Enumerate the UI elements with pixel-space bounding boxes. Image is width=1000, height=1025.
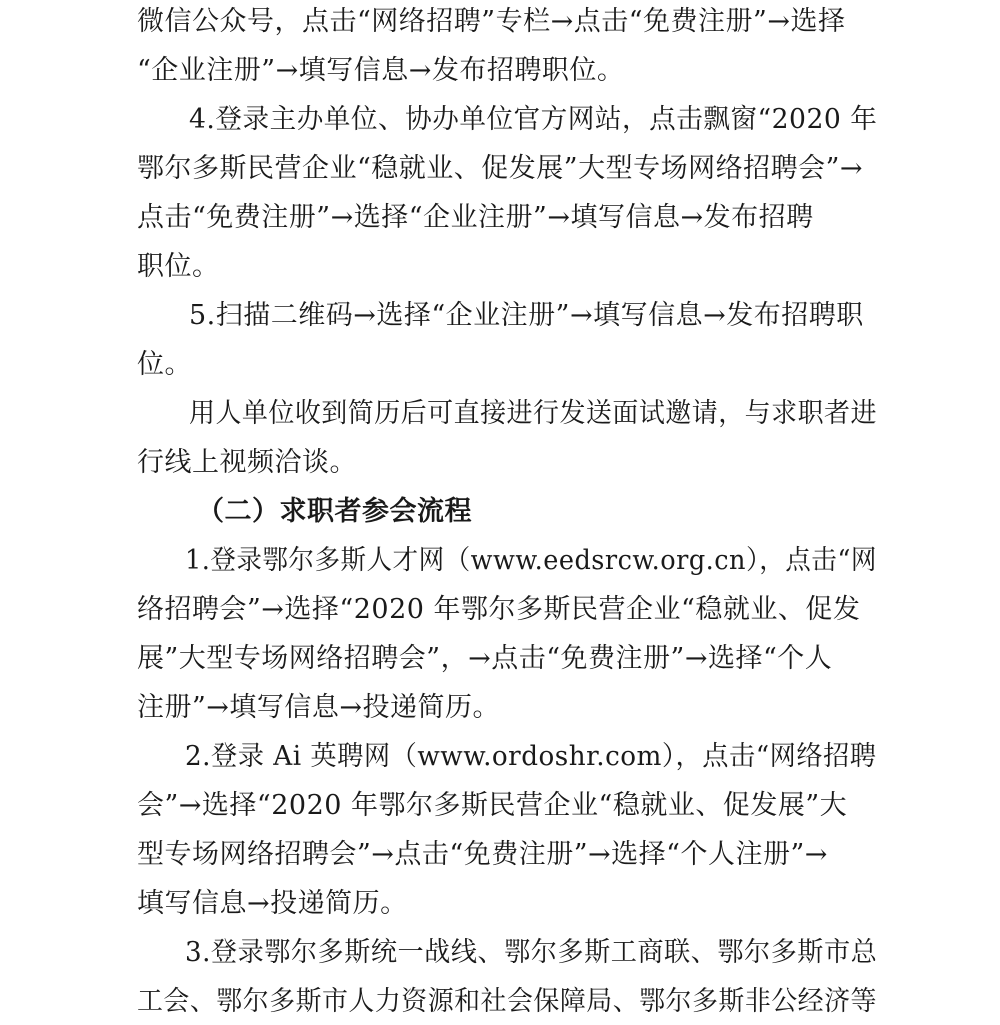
text-line: 用人单位收到简历后可直接进行发送面试邀请，与求职者进	[189, 398, 877, 429]
text-line: 会”→选择“2020 年鄂尔多斯民营企业“稳就业、促发展”大	[137, 790, 848, 821]
text-line: 2.登录 Ai 英聘网（www.ordoshr.com），点击“网络招聘	[185, 741, 877, 772]
text-line: 行线上视频洽谈。	[137, 447, 357, 478]
text-line: 注册”→填写信息→投递简历。	[137, 692, 501, 723]
text-line: 点击“免费注册”→选择“企业注册”→填写信息→发布招聘	[137, 202, 814, 233]
text-line: 4.登录主办单位、协办单位官方网站，点击飘窗“2020 年	[189, 104, 878, 135]
text-line: “企业注册”→填写信息→发布招聘职位。	[137, 55, 625, 86]
text-line: 微信公众号，点击“网络招聘”专栏→点击“免费注册”→选择	[137, 6, 846, 37]
text-line: 填写信息→投递简历。	[137, 888, 408, 919]
text-line: 鄂尔多斯民营企业“稳就业、促发展”大型专场网络招聘会”→	[137, 153, 864, 184]
section-heading: （二）求职者参会流程	[197, 496, 472, 527]
text-line: 职位。	[137, 251, 220, 282]
text-line: 1.登录鄂尔多斯人才网（www.eedsrcw.org.cn），点击“网	[185, 545, 877, 576]
text-line: 络招聘会”→选择“2020 年鄂尔多斯民营企业“稳就业、促发	[137, 594, 861, 625]
text-line: 3.登录鄂尔多斯统一战线、鄂尔多斯工商联、鄂尔多斯市总	[185, 937, 878, 968]
text-line: 5.扫描二维码→选择“企业注册”→填写信息→发布招聘职	[189, 300, 864, 331]
text-line: 位。	[137, 349, 192, 380]
text-line: 型专场网络招聘会”→点击“免费注册”→选择“个人注册”→	[137, 839, 828, 870]
text-line: 展”大型专场网络招聘会”，→点击“免费注册”→选择“个人	[137, 643, 833, 674]
text-line: 工会、鄂尔多斯市人力资源和社会保障局、鄂尔多斯非公经济等	[137, 986, 877, 1017]
